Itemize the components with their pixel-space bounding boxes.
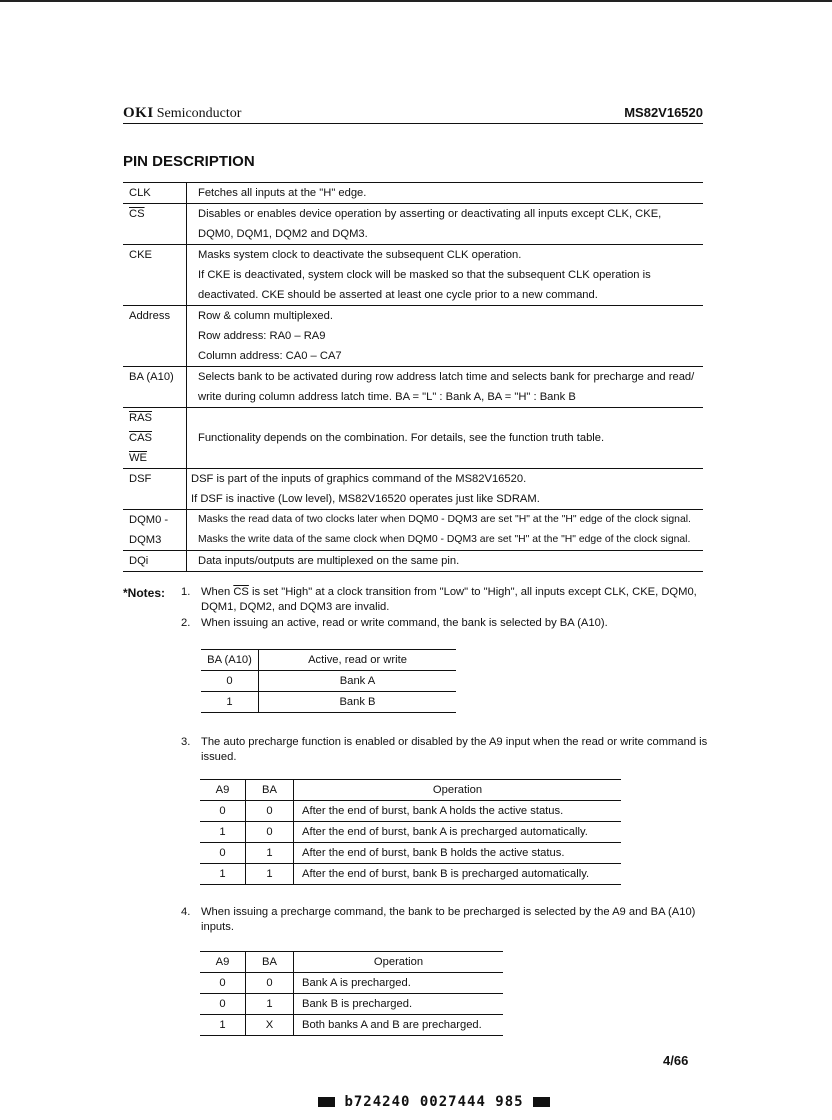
pin-description: DSF is part of the inputs of graphics command of the MS82V16520. If DSF is inactive (Low level), MS82V16520 operates just like SDRAM. — [191, 473, 540, 505]
pin-description: Data inputs/outputs are multiplexed on the same pin. — [198, 555, 460, 567]
table-header-row: BA (A10) Active, read or write — [201, 649, 456, 671]
table-row: 1 1 After the end of burst, bank B is precharged automatically. — [200, 864, 621, 885]
table-row: 0 Bank A — [201, 671, 456, 692]
page-header — [123, 104, 703, 124]
table-row: 0 0 Bank A is precharged. — [200, 973, 503, 994]
table-row: 0 1 After the end of burst, bank B holds the active status. — [200, 843, 621, 864]
note-1: 1. When $\overline{CS}$ is set "High" at a clock transition from "Low" to "High", all inputs except CLK, CKE, DQM0, DQM1, DQM2, and DQM3 are invalid. — [181, 586, 697, 613]
brand-oki: OKI — [123, 105, 154, 121]
pin-row-ras-cas-we — [123, 407, 703, 468]
pin-name: DQi — [123, 551, 187, 571]
table-header-row: A9 BA Operation — [200, 951, 503, 973]
pin-name: BA (A10) — [123, 367, 187, 407]
page-number: 4/66 — [663, 1053, 689, 1068]
pin-row-cs — [123, 203, 703, 244]
pin-name: $\overline{CS}$ — [123, 204, 187, 244]
pin-name: $\overline{RAS}$ $\overline{CAS}$ $\overline{WE}$ — [123, 408, 187, 468]
header-rule — [123, 123, 703, 124]
pin-row-clk — [123, 182, 703, 203]
table-row: 0 0 After the end of burst, bank A holds the active status. — [200, 801, 621, 822]
pin-name: CLK — [123, 183, 187, 203]
part-number: MS82V16520 — [624, 105, 703, 120]
pin-description: Selects bank to be activated during row address latch time and selects bank for precharge and read/ write during column address latch time. BA = "L" : Bank A, BA = "H" : Bank B — [198, 371, 695, 403]
barcode-block-left — [318, 1097, 335, 1107]
barcode-block-right — [533, 1097, 550, 1107]
brand-semiconductor: Semiconductor — [156, 106, 242, 121]
pin-row-ba — [123, 366, 703, 407]
note-3: 3. The auto precharge function is enabled or disabled by the A9 input when the read or write command is issued. — [181, 736, 708, 763]
pin-description: Masks the read data of two clocks later when DQM0 - DQM3 are set "H" at the "H" edge of the clock signal. Masks the write data of the same clock when DQM0 - DQM3 are set "H" at the "H" edge of the clock signal. — [198, 514, 691, 545]
pin-name: DQM0 - DQM3 — [123, 510, 187, 550]
table-row: 0 1 Bank B is precharged. — [200, 994, 503, 1015]
pin-description-table — [123, 182, 703, 572]
pin-description: Row & column multiplexed. Row address: RA0 – RA9 Column address: CA0 – CA7 — [198, 310, 342, 362]
table-bank-select — [201, 649, 456, 713]
pin-description: Fetches all inputs at the "H" edge. — [198, 187, 367, 199]
note-4: 4. When issuing a precharge command, the bank to be precharged is selected by the A9 and BA (A10) inputs. — [181, 906, 696, 933]
table-row: 1 Bank B — [201, 692, 456, 713]
notes-label: *Notes: — [123, 586, 166, 600]
pin-name: Address — [123, 306, 187, 366]
barcode-text: b724240 0027444 985 — [344, 1094, 524, 1110]
table-row: 1 0 After the end of burst, bank A is precharged automatically. — [200, 822, 621, 843]
barcode-footer — [318, 1094, 550, 1110]
table-header-row: A9 BA Operation — [200, 779, 621, 801]
pin-description: Masks system clock to deactivate the subsequent CLK operation. If CKE is deactivated, system clock will be masked so that the subsequent CLK operation is deactivated. CKE should be asserted at least one cycle prior to a new command. — [198, 249, 651, 301]
note-2: 2. When issuing an active, read or write command, the bank is selected by BA (A10). — [181, 617, 608, 629]
top-border-line — [0, 0, 832, 2]
pin-row-dsf — [123, 468, 703, 509]
section-title: PIN DESCRIPTION — [123, 153, 255, 170]
table-precharge-bank — [200, 951, 503, 1036]
brand-logo — [123, 104, 241, 122]
pin-description: Disables or enables device operation by asserting or deactivating all inputs except CLK, CKE, DQM0, DQM1, DQM2 and DQM3. — [198, 208, 662, 240]
pin-name: DSF — [123, 469, 187, 509]
pin-row-dqi — [123, 550, 703, 572]
table-row: 1 X Both banks A and B are precharged. — [200, 1015, 503, 1036]
pin-description: Functionality depends on the combination. For details, see the function truth table. — [198, 432, 605, 444]
pin-row-cke — [123, 244, 703, 305]
table-auto-precharge — [200, 779, 621, 885]
pin-name: CKE — [123, 245, 187, 305]
pin-row-dqm — [123, 509, 703, 550]
pin-row-address — [123, 305, 703, 366]
